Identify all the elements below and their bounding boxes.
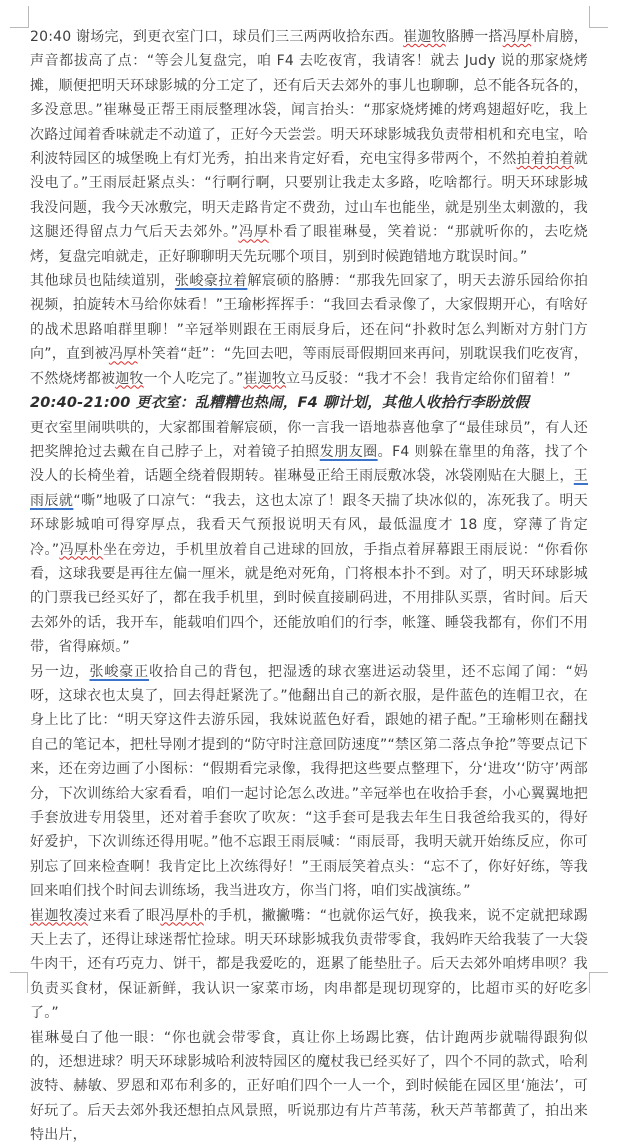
text-run: 就没电了。”王雨辰赶紧点头：“行啊行啊，只要别让我走太多路，吃啥都行。明天环球影城我没问题，我今天冰敷完，明天走路肯定不费劲，过山车也能坐，就是别坐太刺激的，我这腿还得留点力气后天去郊外。” (30, 151, 588, 241)
text-run: 立马反驳：“我才不会！我肯定给你们留着！” (286, 370, 571, 387)
text-run: 更衣室里闹哄哄的，大家都围着解宸硕，你一言我一语地恭喜他拿了“最佳球员”，有人还把奖牌抢过去戴在自己脖子上，对着镜子拍照 (30, 419, 588, 460)
text-run: 朴肩膀，声音都拔高了点：“等会儿复盘完，咱 F4 去吃夜宵，我请客！就去 Judy 说的那家烧烤摊，顺便把明天环球影城的分工定了，还有后天去郊外的事儿也聊聊，总不能各玩各的，多没意思。”崔琳曼正帮王雨辰整理冰袋，闻言抬头：“那家烧烤摊的烤鸡翅超好吃，我上次路过闻着香味就走不动道了，正好今天尝尝。明天环球影城我负责带相机和充电宝，哈利波特园区的城堡晚上有灯光秀，拍出来肯定好看，充电宝得多带两个，不然 (30, 29, 588, 168)
margin-corner-mark-top-left (10, 6, 29, 28)
spellcheck-flagged-text: 拍着拍着 (516, 151, 574, 168)
text-run: 过来看了眼 (87, 907, 161, 924)
spellcheck-flagged-text: 迦牧 (115, 370, 144, 387)
spellcheck-flagged-text: 崔迦牧 (403, 29, 446, 45)
text-run: 崔琳曼白了他一眼：“你也就会带零食，真让你上场踢比赛，估计跑两步就喘得跟狗似的，还想进球？明天环球影城哈利波特园区的魔杖我已经买好了，四个不同的款式，哈利波特、赫敏、罗恩和邓布利多的，正好咱们四个一人一个，到时候能在园区里‘施法’，可好玩了。后天去郊外我还想拍点风景照，听说那边有片芦苇荡，秋天芦苇都黄了，拍出来特出片， (30, 1029, 588, 1144)
paragraph (30, 660, 588, 904)
spellcheck-flagged-text: 崔迦牧凑 (30, 907, 88, 924)
paragraph (30, 1026, 588, 1148)
paragraph (30, 25, 588, 269)
paragraph (30, 416, 588, 660)
text-run: 胳膊一搭 (445, 29, 503, 45)
text-run: 朴看了眼崔琳曼，笑着说：“那就听你的，去吃烧烤，复盘完咱就走，正好聊聊明天先玩哪个项目，别到时候跑错地方耽误时间。” (30, 224, 588, 265)
margin-corner-mark-bottom-left (10, 972, 28, 993)
grammar-flagged-text: 张峻豪正 (89, 663, 150, 680)
paragraph (30, 269, 588, 391)
text-run: “嘶”地吸了口凉气：“我去，这也太凉了！跟冬天揣了块冰似的，冻死我了。明天环球影城咱可得穿厚点，我看天气预报说明天有风，最低温度才 18 度，穿薄了肯定冷。” (30, 492, 588, 558)
spellcheck-flagged-text: 冯厚 (238, 224, 269, 241)
text-run: 另一边， (30, 663, 90, 680)
text-run: 的手机，撇撇嘴：“也就你运气好，换我来，说不定就把球踢天上去了，还得让球迷帮忙捡球。明天环球影城我负责带零食，我妈昨天给我装了一大袋牛肉干，还有巧克力、饼干，都是我爱吃的，逛累了能垫肚子。后天去郊外咱烤串呗？我负责买食材，保证新鲜，我认识一家菜市场，肉串都是现切现穿的，比超市买的好吃多了。” (30, 907, 588, 1022)
text-run: 。F4 则躲在靠里的角落，找了个没人的长椅坐着，话题全绕着假期转。崔琳曼正给王雨辰敷冰袋，冰袋刚贴在大腿上， (30, 443, 588, 485)
text-run: 收拾自己的背包，把湿透的球衣塞进运动袋里，还不忘闻了闻：“妈呀，这球衣也太臭了，回去得赶紧洗了。”他翻出自己的新衣服，是件蓝色的连帽卫衣，在身上比了比：“明天穿这件去游乐园，我妹说蓝色好看，跟她的裙子配。”王瑜彬则在翻找自己的笔记本，把杜导刚才提到的“防守时注意回防速度”“禁区第二落点争抢”等要点记下来，还在旁边画了小图标：“假期看完录像，我得把这些要点整理下，分‘进攻’‘防守’两部分，下次训练给大家看看，咱们一起讨论怎么改进。”辛冠举也在收拾手套，小心翼翼地把手套放进专用袋里，还对着手套吹了吹灰：“这手套可是我去年生日我爸给我买的，得好好爱护，下次训练还得用呢。”他不忘跟王雨辰喊：“雨辰哥，我明天就开始练反应，你可别忘了回来检查啊！我肯定比上次练得好！”王雨辰笑着点头：“忘不了，你好好练，等我回来咱们找个时间去训练场，我当进攻方，你当门将，咱们实战演练。” (30, 663, 588, 900)
document-text-area (30, 25, 588, 1148)
grammar-flagged-text: 王雨辰就 (30, 468, 588, 509)
text-run: 一个人吃完了。” (143, 370, 244, 387)
text-run: 其他球员也陆续道别， (30, 273, 175, 290)
text-run: 朴笑着“赶”：“先回去吧，等雨辰哥假期回来再问，别耽误我们吃夜宵，不然烧烤都被 (30, 346, 589, 387)
text-run: 解宸硕的胳膊：“那我先回家了，明天去游乐园给你拍视频，拍旋转木马给你妹看！”王瑜彬挥挥手：“我回去看录像了，大家假期开心，有啥好的战术思路咱群里聊！”辛冠举则跟在王雨辰身后，还在问“扑救时怎么判断对方射门方向”，直到被 (30, 273, 589, 363)
grammar-flagged-text: 发朋友圈 (319, 443, 378, 460)
spellcheck-flagged-text: 冯厚 (502, 29, 532, 45)
spellcheck-flagged-text: 冯厚 (108, 346, 138, 363)
margin-corner-mark-top-right (589, 6, 608, 28)
text-run: 坐在旁边，手机里放着自己进球的回放，手指点着屏幕跟王雨辰说：“你看你看，这球我要是再往左偏一厘米，就是绝对死角，门将根本扑不到。对了，明天环球影城的门票我已经买好了，都在我手机里，到时候直接刷码进，不用排队买票，省时间。后天去郊外的话，我开车，能载咱们四个，还能放咱们的行李，帐篷、睡袋我都有，你们不用带，省得麻烦。” (30, 541, 588, 656)
text-run: 20:40-21:00 更衣室：乱糟糟也热闹，F4 聊计划，其他人收拾行李盼放假 (30, 395, 529, 412)
spellcheck-flagged-text: 冯厚朴 (160, 907, 204, 924)
margin-corner-mark-bottom-right (589, 972, 608, 993)
grammar-flagged-text: 张峻豪拉着 (174, 273, 248, 290)
paragraph (30, 904, 588, 1026)
spellcheck-flagged-text: 崔迦牧 (243, 370, 287, 387)
spellcheck-flagged-text: 冯厚朴 (59, 541, 104, 558)
text-run: 20:40 谢场完，到更衣室门口，球员们三三两两收拾东西。 (30, 29, 404, 45)
section-heading (30, 391, 588, 415)
